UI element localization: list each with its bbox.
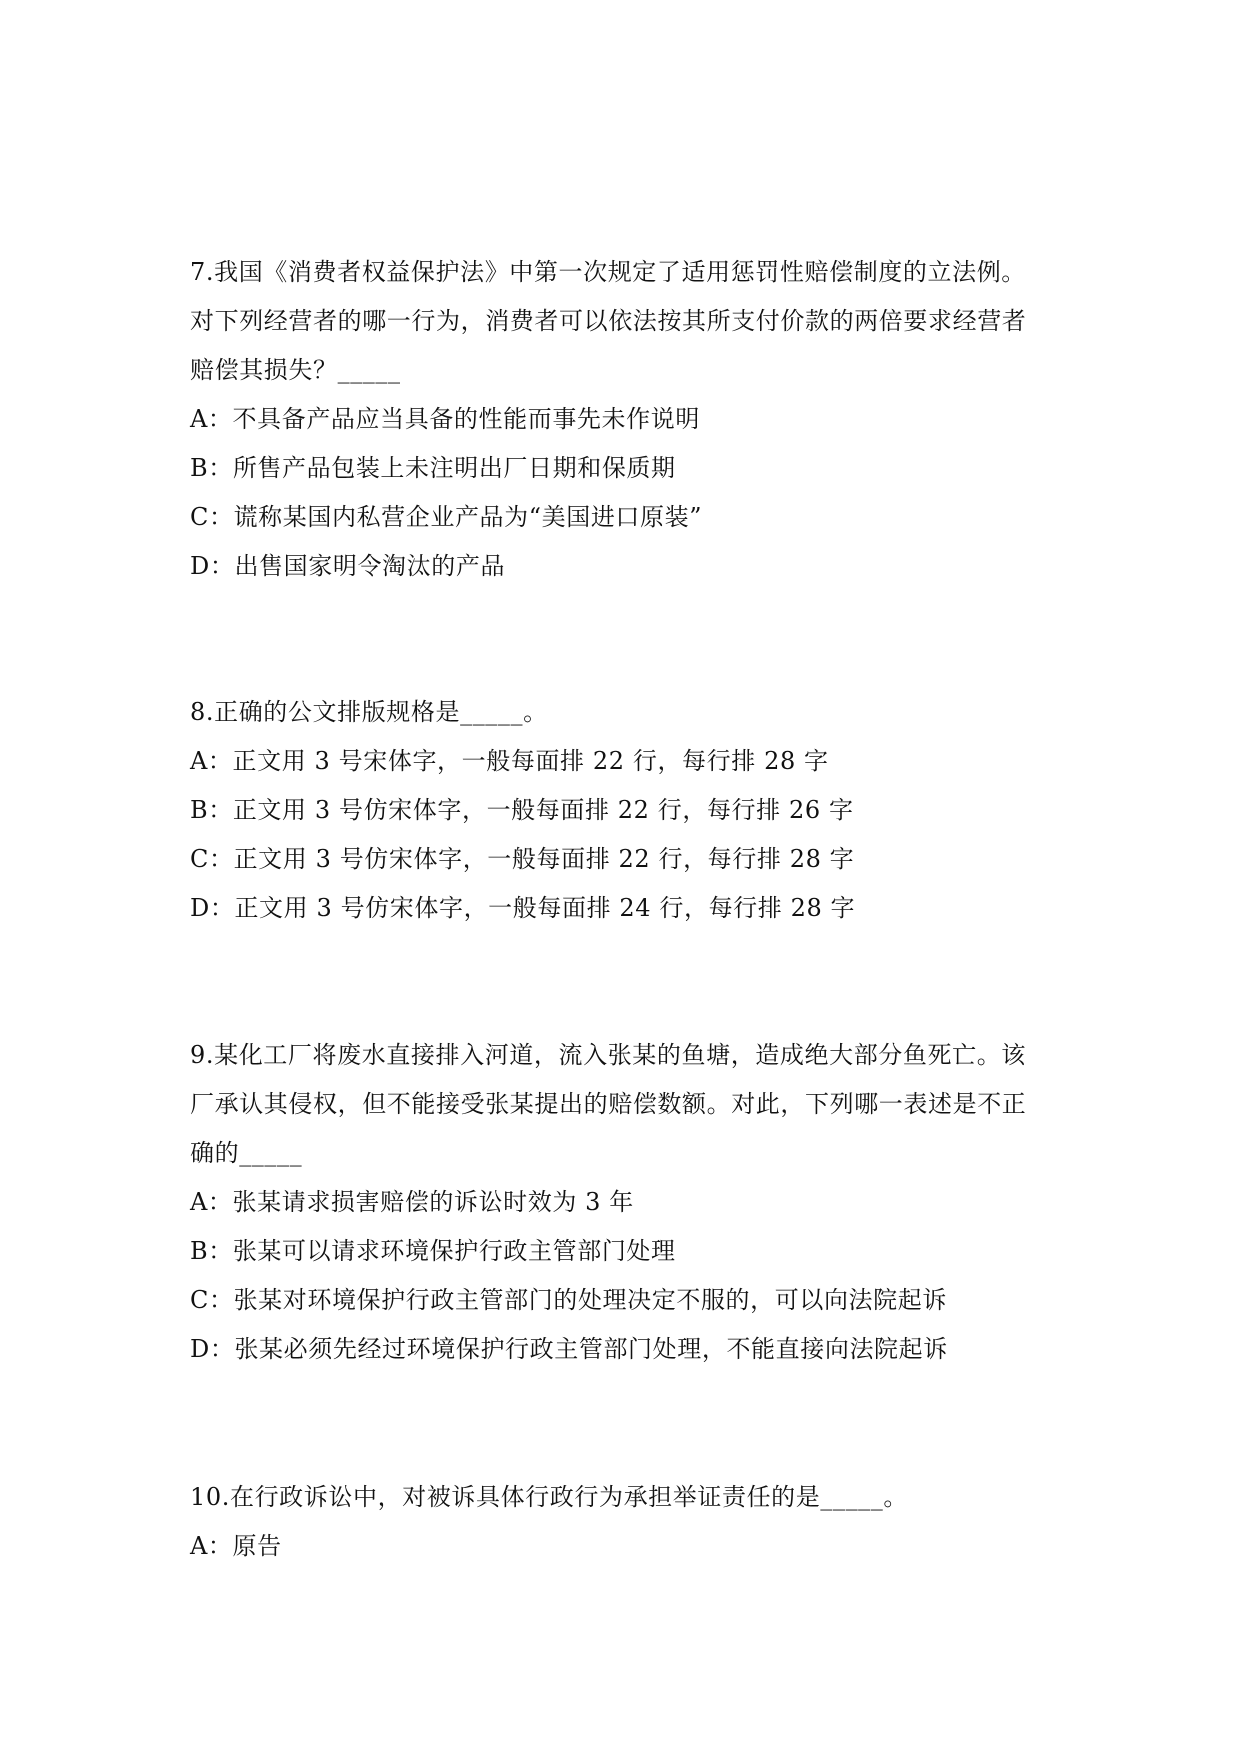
option-a: A：不具备产品应当具备的性能而事先未作说明 [190, 405, 700, 433]
option-c: C：张某对环境保护行政主管部门的处理决定不服的，可以向法院起诉 [190, 1286, 947, 1314]
question-stem: 8.正确的公文排版规格是_____。 [190, 698, 548, 726]
option-a: A：原告 [190, 1532, 282, 1560]
option-b: B：所售产品包装上未注明出厂日期和保质期 [190, 454, 676, 482]
option-b: B：张某可以请求环境保护行政主管部门处理 [190, 1237, 676, 1265]
question-stem: 7.我国《消费者权益保护法》中第一次规定了适用惩罚性赔偿制度的立法例。对下列经营者的哪一行为，消费者可以依法按其所支付价款的两倍要求经营者赔偿其损失？_____ [190, 258, 1027, 384]
option-d: D：正文用 3 号仿宋体字，一般每面排 24 行，每行排 28 字 [190, 894, 856, 922]
question-10 [190, 1473, 1050, 1571]
option-b: B：正文用 3 号仿宋体字，一般每面排 22 行，每行排 26 字 [190, 796, 854, 824]
option-a: A：正文用 3 号宋体字，一般每面排 22 行，每行排 28 字 [190, 747, 829, 775]
option-a: A：张某请求损害赔偿的诉讼时效为 3 年 [190, 1188, 634, 1216]
question-9 [190, 1031, 1050, 1374]
option-d: D：出售国家明令淘汰的产品 [190, 552, 506, 580]
question-7 [190, 248, 1050, 591]
question-stem: 10.在行政诉讼中，对被诉具体行政行为承担举证责任的是_____。 [190, 1483, 908, 1511]
option-d: D：张某必须先经过环境保护行政主管部门处理，不能直接向法院起诉 [190, 1335, 948, 1363]
question-8 [190, 688, 1050, 933]
question-stem: 9.某化工厂将废水直接排入河道，流入张某的鱼塘，造成绝大部分鱼死亡。该厂承认其侵权，但不能接受张某提出的赔偿数额。对此，下列哪一表述是不正确的_____ [190, 1041, 1027, 1167]
option-c: C：正文用 3 号仿宋体字，一般每面排 22 行，每行排 28 字 [190, 845, 855, 873]
option-c: C：谎称某国内私营企业产品为“美国进口原装” [190, 503, 703, 531]
